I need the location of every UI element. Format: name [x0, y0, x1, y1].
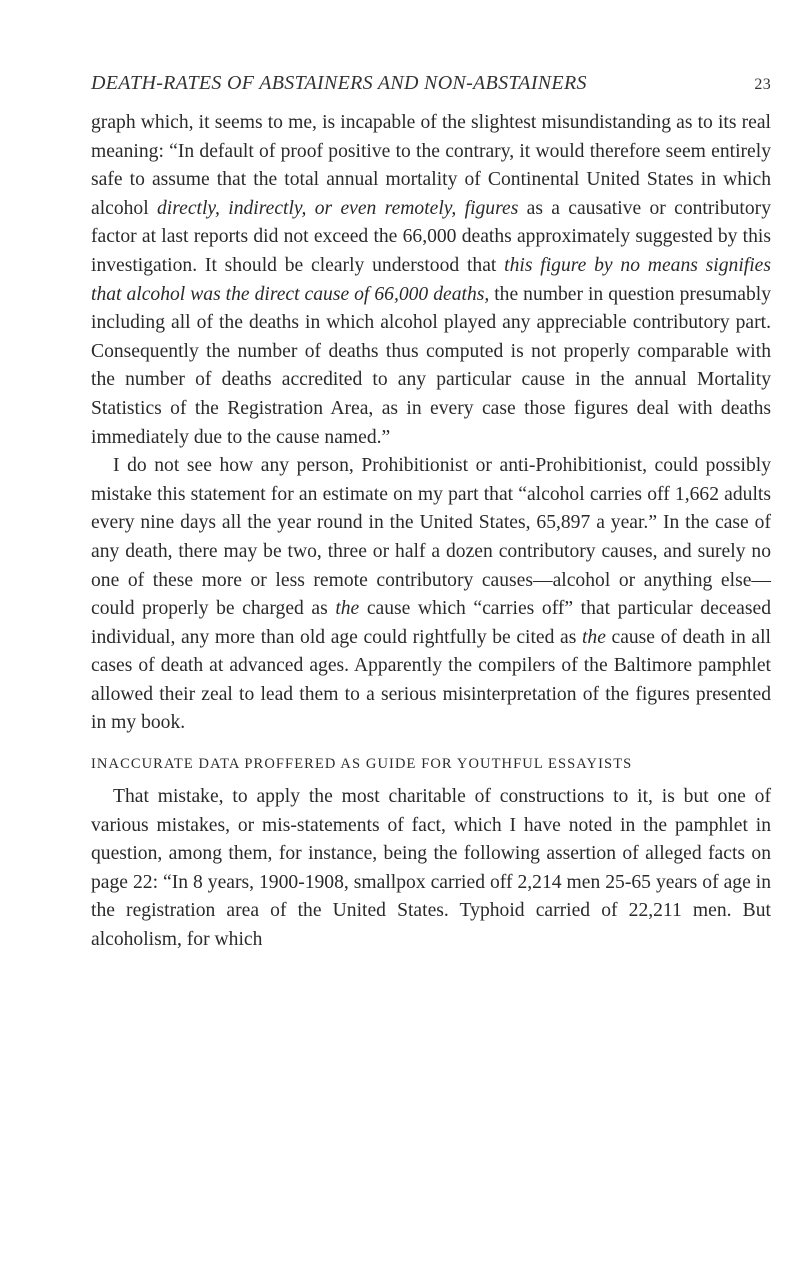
- running-head-title: DEATH-RATES OF ABSTAINERS AND NON-ABSTAINERS: [91, 72, 587, 94]
- para2-italic-1: the: [335, 598, 360, 620]
- para1-italic-2: this figure by no means signifies that alcohol was the direct cause of 66,000 deaths,: [91, 254, 771, 305]
- paragraph-2: [91, 452, 771, 738]
- paragraph-3: That mistake, to apply the most charitable of constructions to it, is but one of various mistakes, or mis-statements of fact, which I have noted in the pamphlet in question, among them, for instance, being the following assertion of alleged facts on page 22: “In 8 years, 1900-1908, smallpox carried off 2,214 men 25-65 years of age in the registration area of the United States. Typhoid carried of 22,211 men. But alcoholism, for which: [91, 786, 771, 951]
- para1-text-2: as a causative or contributory factor at last reports did not exceed the 66,000 deaths approximately suggested by this investigation. It should be clearly understood that: [91, 197, 771, 276]
- para2-italic-2: the: [581, 626, 606, 648]
- running-head: [91, 72, 771, 95]
- para2-text-3: cause of death in all cases of death at advanced ages. Apparently the compilers of the Baltimore pamphlet allowed their zeal to lead them to a serious misinterpretation of the figures presented in my book.: [91, 626, 771, 734]
- para1-text-3: the number in question presumably including all of the deaths in which alcohol played any appreciable contributory part. Consequently the number of deaths thus computed is not properly comparable with the number of deaths accredited to any particular cause in the annual Mortality Statistics of the Registration Area, as in every case those figures deal with deaths immediately due to the cause named.”: [91, 283, 771, 448]
- para2-text-1: I do not see how any person, Prohibitionist or anti-Prohibitionist, could possibly mistake this statement for an estimate on my part that “alcohol carries off 1,662 adults every nine days all the year round in the United States, 65,897 a year.” In the case of any death, there may be two, three or half a dozen contributory causes, and surely no one of these more or less remote contributory causes—alcohol or anything else—could properly be charged as: [91, 455, 771, 620]
- book-page: [91, 72, 771, 955]
- para1-text-1: graph which, it seems to me, is incapable of the slightest misundistanding as to its real meaning: “In default of proof positive to the contrary, it would therefore seem entirely safe to assume that the total annual mortality of Continental United States in which alcohol: [91, 112, 771, 219]
- para2-text-2: cause which “carries off” that particular deceased individual, any more than old age could rightfully be cited as: [91, 598, 771, 648]
- page-number: 23: [754, 76, 771, 93]
- paragraph-continued: [91, 109, 771, 452]
- section-heading: INACCURATE DATA PROFFERED AS GUIDE FOR YOUTHFUL ESSAYISTS: [91, 756, 633, 773]
- para1-italic-1: directly, indirectly, or even remotely, figures: [157, 197, 519, 219]
